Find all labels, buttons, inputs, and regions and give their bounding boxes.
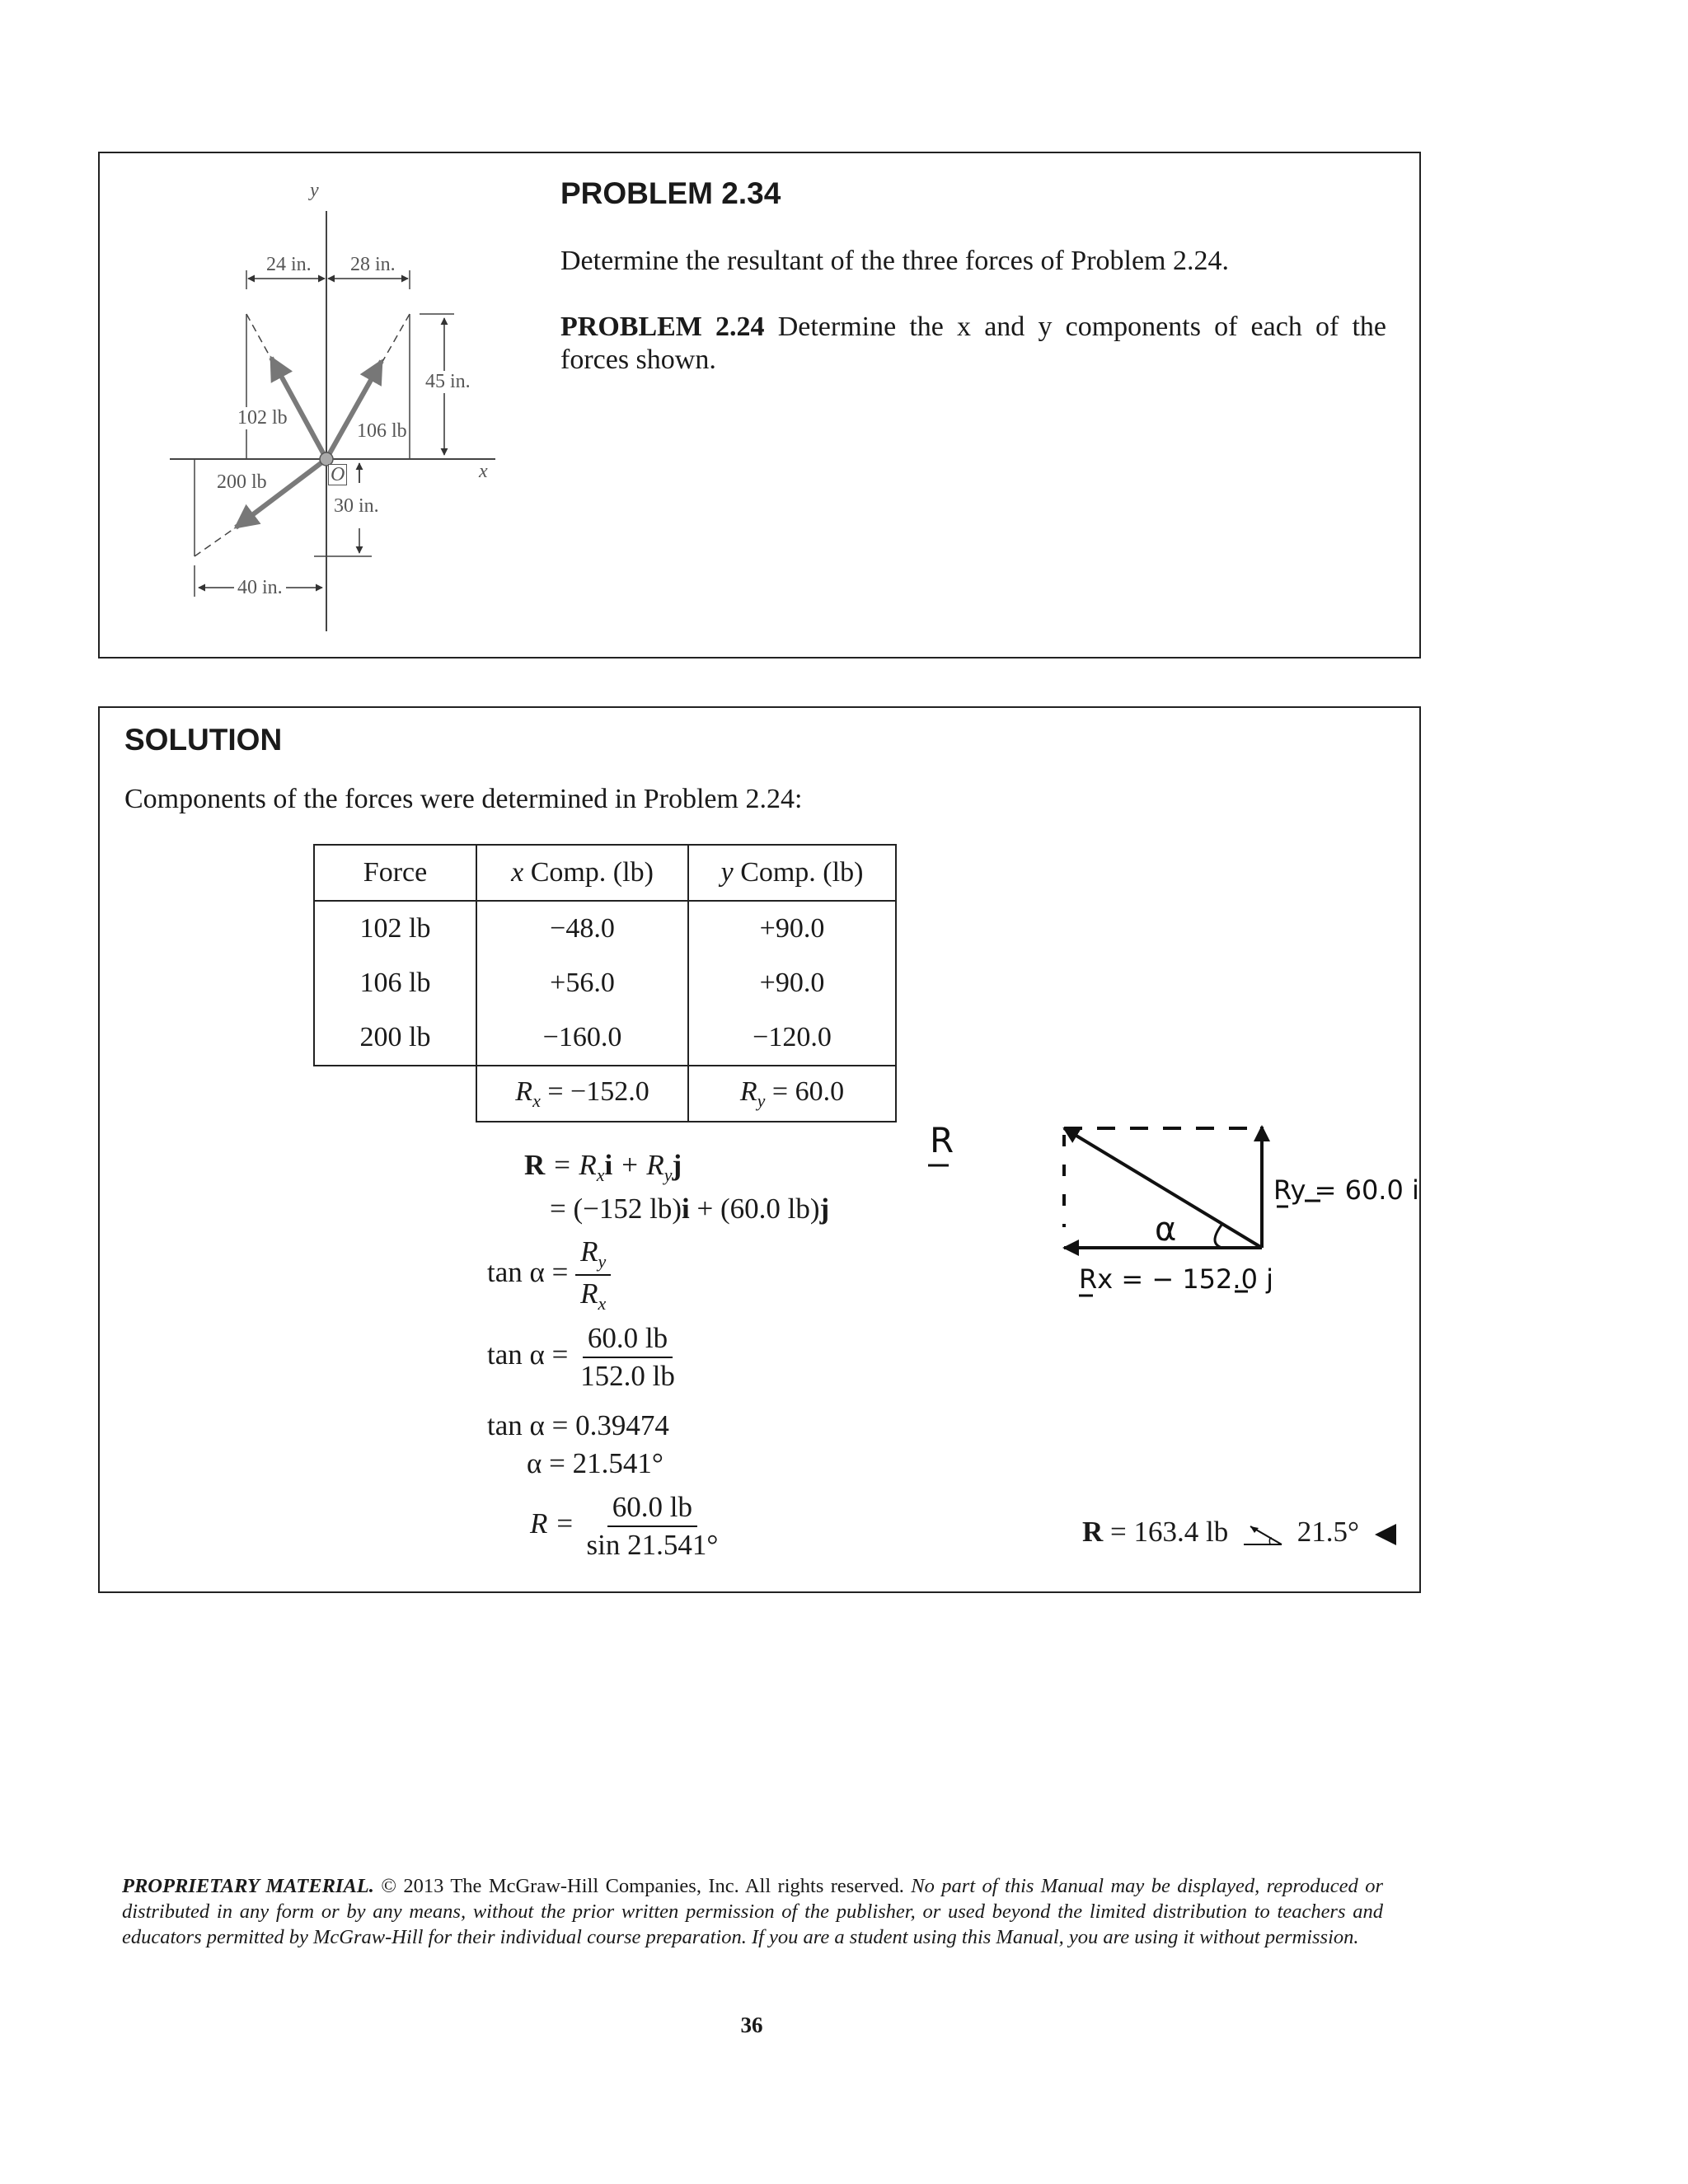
problem-statement: Determine the resultant of the three forces of Problem 2.24. bbox=[560, 246, 1230, 276]
table-header-y: y Comp. (lb) bbox=[688, 845, 896, 901]
table-row bbox=[314, 956, 896, 1010]
footer-bold: PROPRIETARY MATERIAL. bbox=[122, 1875, 374, 1897]
table-cell: +56.0 bbox=[476, 956, 688, 1010]
table-cell: −48.0 bbox=[476, 901, 688, 956]
rx-total: $R_x = -152.0$ bbox=[476, 1066, 688, 1122]
sketch-ry-label: Ry = 60.0 i bbox=[1273, 1174, 1419, 1206]
problem-reference-label: PROBLEM 2.24 bbox=[560, 312, 765, 342]
table-header-row bbox=[314, 845, 896, 901]
origin-label: O bbox=[328, 464, 347, 485]
table-cell: +90.0 bbox=[688, 956, 896, 1010]
footer-italic: No part of this Manual may be displayed, reproduced or distributed in any form or by any means, without the prior written permission of the publisher, or used beyond the limited distribution to teachers and educators permitted by McGraw-Hill for their individual course preparation. If you are a student using this Manual, you are using it without permission. bbox=[122, 1875, 1383, 1948]
equation-tan-result: tan α = 0.39474 bbox=[487, 1409, 669, 1441]
problem-reference-text: Determine the x and y components of each of the forces shown. bbox=[560, 312, 1386, 375]
equation-tan-values: tan α = $\frac{60.0 lb}{152.0 lb}$ bbox=[487, 1322, 675, 1392]
dim-40-label: 40 in. bbox=[234, 577, 286, 599]
table-cell: +90.0 bbox=[688, 901, 896, 956]
copyright-footer bbox=[122, 1873, 1383, 1950]
table-header-x: x Comp. (lb) bbox=[476, 845, 688, 901]
solution-intro: Components of the forces were determined in Problem 2.24: bbox=[124, 784, 803, 814]
equation-r-magnitude: R = $\frac{60.0 lb}{\sin 21.541^\circ}$ bbox=[530, 1491, 719, 1561]
final-answer: R = 163.4 lb 21.5° bbox=[1082, 1516, 1398, 1549]
table-row bbox=[314, 901, 896, 956]
dim-45-label: 45 in. bbox=[425, 371, 471, 392]
table-cell: −120.0 bbox=[688, 1010, 896, 1066]
components-table bbox=[313, 844, 897, 1122]
force-200-label: 200 lb bbox=[217, 471, 267, 493]
force-106-arrow bbox=[326, 361, 382, 459]
x-axis-label: x bbox=[479, 461, 488, 482]
table-header-force: Force bbox=[314, 845, 476, 901]
problem-reference bbox=[560, 311, 1386, 377]
sketch-alpha-label: α bbox=[1155, 1211, 1177, 1249]
solution-heading: SOLUTION bbox=[124, 723, 283, 757]
sketch-alpha-arc bbox=[1215, 1224, 1222, 1248]
table-row bbox=[314, 1010, 896, 1066]
table-totals-row bbox=[314, 1066, 896, 1122]
problem-heading: PROBLEM 2.34 bbox=[560, 176, 781, 210]
y-axis-label: y bbox=[310, 180, 319, 201]
problem-box bbox=[98, 152, 1421, 658]
force-diagram bbox=[100, 153, 611, 648]
force-106-label: 106 lb bbox=[357, 420, 407, 442]
table-cell: 200 lb bbox=[314, 1010, 476, 1066]
direction-angle-icon bbox=[1240, 1521, 1285, 1548]
table-cell: −160.0 bbox=[476, 1010, 688, 1066]
dim-28-label: 28 in. bbox=[350, 254, 396, 275]
table-cell: 106 lb bbox=[314, 956, 476, 1010]
dim-24-label: 24 in. bbox=[266, 254, 312, 275]
solution-box bbox=[98, 706, 1421, 1593]
sketch-r-label: R bbox=[930, 1120, 954, 1160]
equation-resultant: $R = R_xi + R_yj$ bbox=[524, 1149, 682, 1185]
ry-total: $R_y = 60.0$ bbox=[688, 1066, 896, 1122]
table-cell: 102 lb bbox=[314, 901, 476, 956]
page-number: 36 bbox=[740, 2013, 763, 2037]
answer-marker-icon bbox=[1373, 1522, 1398, 1547]
dim-30-label: 30 in. bbox=[334, 495, 379, 517]
footer-text: © 2013 The McGraw-Hill Companies, Inc. All rights reserved. bbox=[373, 1875, 912, 1897]
force-102-label: 102 lb bbox=[237, 407, 288, 429]
equation-tan-ratio: tan α = $\frac{R_y}{R_x}$ bbox=[487, 1235, 611, 1315]
sketch-rx-label: Rx = − 152.0 j bbox=[1079, 1263, 1273, 1295]
equation-alpha: α = 21.541° bbox=[527, 1447, 663, 1479]
equation-resultant-values: = (−152 lb)i + (60.0 lb)j bbox=[550, 1193, 830, 1225]
